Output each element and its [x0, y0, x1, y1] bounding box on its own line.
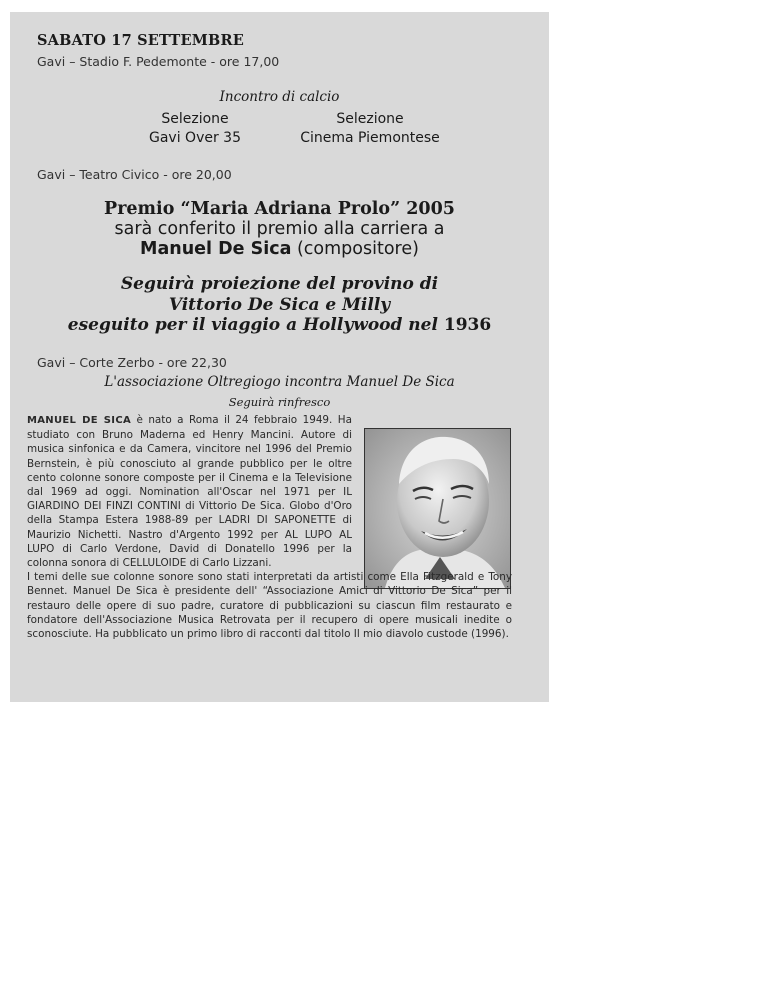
prize-winner-role: (compositore) [291, 239, 419, 259]
venue-court: Gavi – Corte Zerbo - ore 22,30 [37, 355, 227, 370]
team-gavi-line2: Gavi Over 35 [149, 130, 241, 146]
prize-announcement [10, 200, 549, 260]
screening-line1: Seguirà proiezione del provino di [120, 274, 439, 294]
prize-title: Premio “Maria Adriana Prolo” 2005 [104, 199, 455, 219]
biography-text-1: è nato a Roma il 24 febbraio 1949. Ha studiato con Bruno Maderna ed Henry Mancini. Autore di musica sinfonica e da Camera, vincitore nel 1996 del Premio Bernstein, è più conosciuto al grande pubblico per le oltre cento colonne sonore composte per il Cinema e la Televisione dal 1969 ad oggi. Nomination all'Oscar nel 1971 per IL GIARDINO DEI FINZI CONTINI di Vittorio De Sica. Globo d'Oro della Stampa Estera 1988-89 per LADRI DI SAPONETTE di Maurizio Nichetti. Nastro d'Argento 1992 per AL LUPO AL LUPO di Carlo Verdone, David di Donatello 1996 per la colonna sonora di CELLULOIDE di Carlo Lizzani. [27, 414, 352, 570]
screening-line2: Vittorio De Sica e Milly [168, 294, 391, 315]
team-cinema-line2: Cinema Piemontese [300, 130, 440, 146]
venue-stadium: Gavi – Stadio F. Pedemonte - ore 17,00 [37, 54, 280, 69]
biography-paragraph-2: I temi delle sue colonne sonore sono stati interpretati da artisti come Ella Fitzgerald e Tony Bennet. Manuel De Sica è presidente dell' “Associazione Amici di Vittorio De Sica” per il restauro delle opere di suo padre, curatore di pubblicazioni su ciascun film restaurato e fondatore dell'Associazione Musica Retrovata per il recupero di opere musicali inedite o sconosciute. Ha pubblicato un primo libro di racconti dal titolo Il mio diavolo custode (1996). [27, 571, 512, 641]
screening-line3: eseguito per il viaggio a Hollywood nel [67, 315, 444, 335]
biography-lead: MANUEL DE SICA [27, 415, 132, 426]
screening-announcement [10, 274, 549, 336]
association-meeting: L'associazione Oltregiogo incontra Manuel De Sica [104, 374, 455, 390]
prize-line: sarà conferito il premio alla carriera a [114, 218, 445, 239]
biography [27, 413, 512, 641]
event-date: SABATO 17 SETTEMBRE [37, 32, 244, 49]
refreshment-note: Seguirà rinfresco [228, 395, 331, 409]
prize-winner-name: Manuel De Sica [140, 239, 292, 259]
team-cinema-line1: Selezione [336, 111, 404, 127]
venue-theatre: Gavi – Teatro Civico - ore 20,00 [37, 167, 232, 182]
match-title: Incontro di calcio [219, 89, 340, 105]
screening-year: 1936 [443, 315, 492, 335]
team-gavi-line1: Selezione [161, 111, 229, 127]
biography-paragraph-1 [27, 413, 352, 570]
team-cinema [270, 110, 470, 148]
team-gavi [95, 110, 295, 148]
